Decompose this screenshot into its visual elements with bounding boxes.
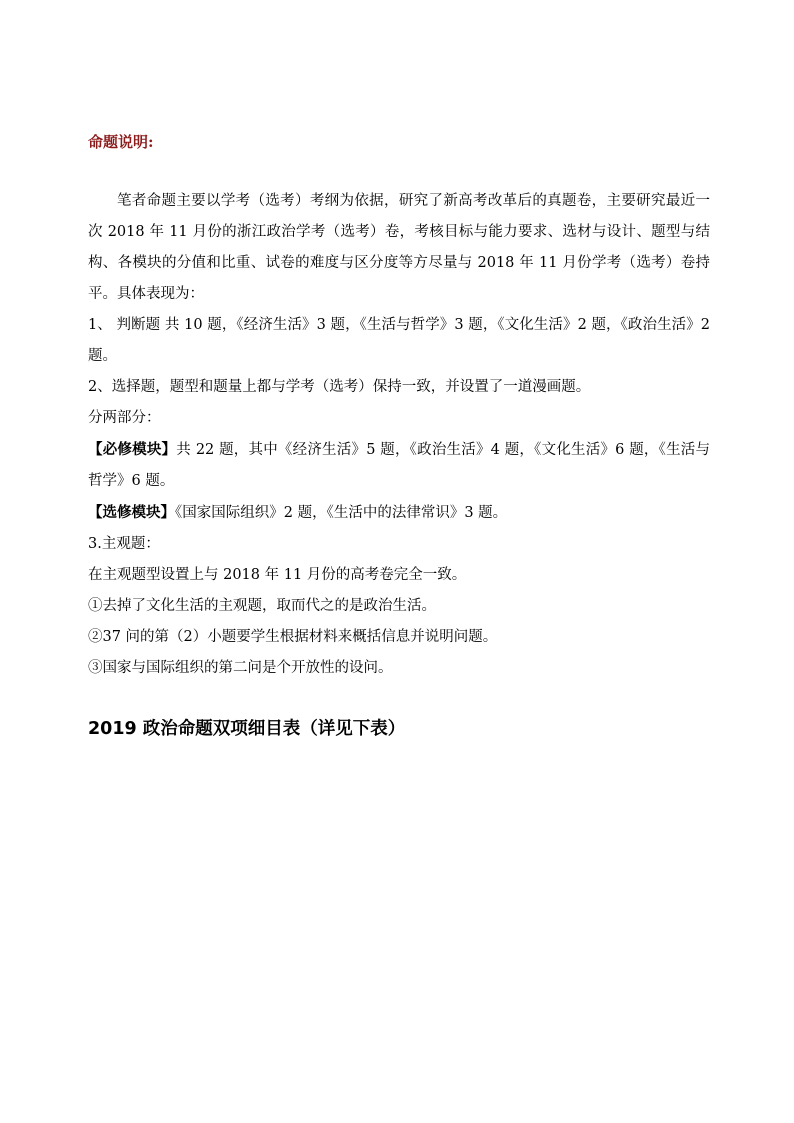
- table-section-title: 2019 政治命题双项细目表（详见下表）: [88, 719, 406, 739]
- parts-label: 分两部分：: [88, 410, 161, 426]
- subjective-point-1: ①去掉了文化生活的主观题，取而代之的是政治生活。: [88, 598, 436, 614]
- subjective-intro: 在主观题型设置上与 2018 年 11 月份的高考卷完全一致。: [88, 567, 467, 583]
- required-module-text: 共 22 题，其中《经济生活》5 题，《政治生活》4 题，《文化生活》6 题，《生活与哲学》6 题。: [88, 442, 711, 489]
- item-subjective: 3.主观题：: [88, 536, 160, 552]
- elective-module: [88, 497, 710, 529]
- subjective-point-2: ②37 问的第（2）小题要学生根据材料来概括信息并说明问题。: [88, 629, 498, 645]
- intro-paragraph: 笔者命题主要以学考（选考）考纲为依据，研究了新高考改革后的真题卷，主要研究最近一次 2018 年 11 月份的浙江政治学考（选考）卷，考核目标与能力要求、选材与设计、题型与结构、各模块的分值和比重、试卷的难度与区分度等方尽量与 2018 年 11 月份学考（选考）卷持平。具体表现为：: [88, 193, 710, 302]
- document-body: [88, 129, 710, 684]
- required-module: [88, 434, 710, 497]
- spacer: [88, 155, 710, 186]
- item-judgement: 1、 判断题 共 10 题，《经济生活》3 题，《生活与哲学》3 题，《文化生活》2 题，《政治生活》2 题。: [88, 317, 710, 364]
- required-module-tag: 【必修模块】: [88, 441, 177, 458]
- elective-module-text: 《国家国际组织》2 题，《生活中的法律常识》3 题。: [175, 505, 508, 521]
- subjective-point-3: ③国家与国际组织的第二问是个开放性的设问。: [88, 660, 393, 676]
- item-choice: 2、选择题，题型和题量上都与学考（选考）保持一致，并设置了一道漫画题。: [88, 379, 591, 395]
- elective-module-tag: 【选修模块】: [88, 504, 175, 521]
- section-heading: 命题说明:: [88, 133, 154, 151]
